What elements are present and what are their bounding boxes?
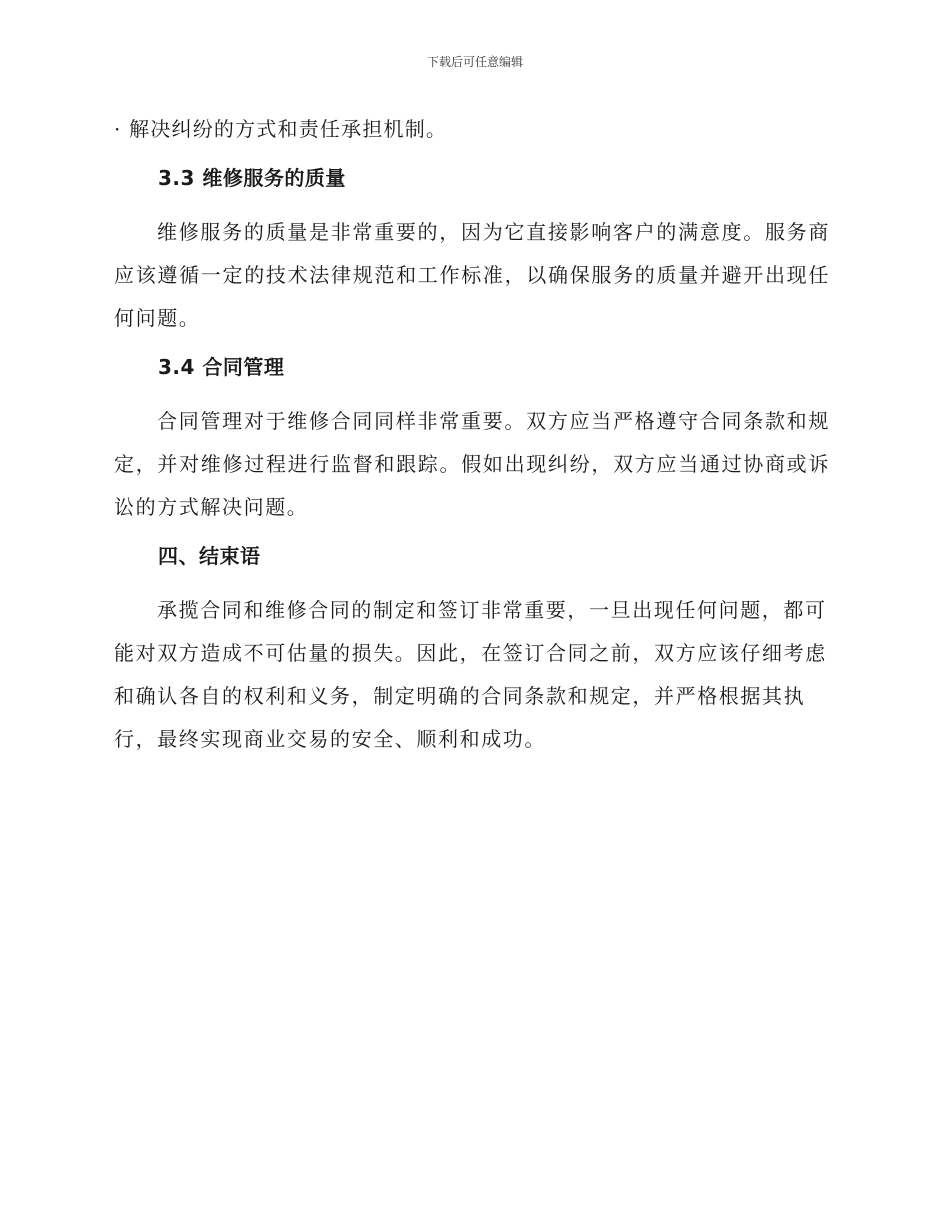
document-body [114, 113, 830, 773]
section-paragraph-4: 承揽合同和维修合同的制定和签订非常重要，一旦出现任何问题，都可能对双方造成不可估量的损失。因此，在签订合同之前，双方应该仔细考虑和确认各自的权利和义务，制定明确的合同条款和规定，并严格根据其执行，最终实现商业交易的安全、顺利和成功。 [114, 598, 827, 751]
page-header: 下载后可任意编辑 [426, 55, 523, 69]
section-paragraph-3-4: 合同管理对于维修合同同样非常重要。双方应当严格遵守合同条款和规定，并对维修过程进行监督和跟踪。假如出现纠纷，双方应当通过协商或诉讼的方式解决问题。 [114, 409, 830, 519]
section-heading-4: 四、结束语 [158, 544, 261, 568]
bullet-item: · 解决纠纷的方式和责任承担机制。 [114, 117, 448, 141]
section-paragraph-3-3: 维修服务的质量是非常重要的，因为它直接影响客户的满意度。服务商应该遵循一定的技术法律规范和工作标准，以确保服务的质量并避开出现任何问题。 [114, 220, 830, 330]
section-heading-3-4: 3.4 合同管理 [158, 355, 285, 379]
section-heading-3-3: 3.3 维修服务的质量 [158, 166, 346, 190]
